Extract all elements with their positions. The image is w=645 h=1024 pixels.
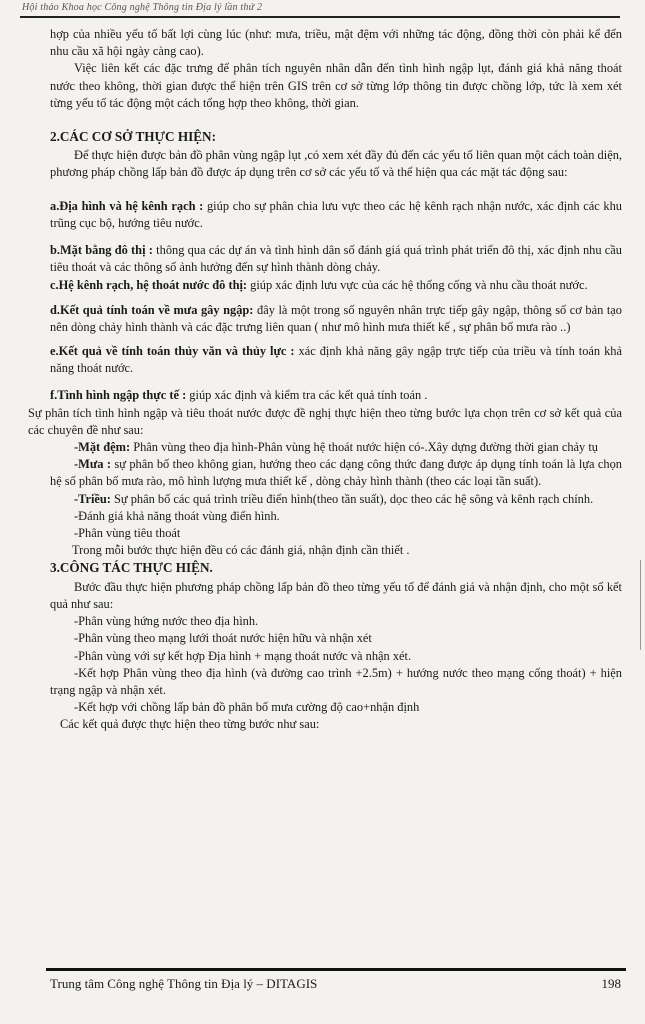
mat-dem-text: Phân vùng theo địa hình-Phân vùng hệ thoát nước hiện có-.Xây dựng đường thời gian chảy tụ [130,440,598,455]
body-text [28,26,623,734]
section-3-intro: Bước đầu thực hiện phương pháp chồng lấp bản đồ theo từng yếu tố để đánh giá và nhận định, cho một số kết quả như sau: [50,579,622,611]
item-f-label: f.Tình hình ngập thực tế : [50,388,187,403]
item-a [50,198,622,232]
item-b-text: thông qua các dự án và tình hình dân số đánh giá quá trình phát triển đô thị, xác định nhu cầu tiêu thoát và các thông số ảnh hưởng đến sự hình thành dòng chảy. [50,243,622,275]
header-rule [20,16,620,18]
section-3-heading: 3.CÔNG TÁC THỰC HIỆN. [50,560,213,576]
item-a-text: giúp cho sự phân chia lưu vực theo các hệ kênh rạch nhận nước, xác định các khu trũng cục bộ, hướng tiêu nước. [50,198,623,230]
section-2-intro: Để thực hiện được bản đồ phân vùng ngập lụt ,có xem xét đầy đủ đến các yếu tố liên quan một cách toàn diện, phương pháp chồng lấp bản đồ được áp dụng trên cơ sở các yếu tố và thể hiện qua các mặt tác động sau: [50,148,622,180]
section-2-heading: 2.CÁC CƠ SỞ THỰC HIỆN: [50,129,216,145]
s3-results-line: Các kết quả được thực hiện theo từng bước như sau: [60,717,320,732]
trong-moi-paragraph: Trong mỗi bước thực hiện đều có các đánh giá, nhận định cần thiết . [72,543,410,558]
phan-vung-tieu-item: -Phân vùng tiêu thoát [74,526,181,541]
trieu-label: -Triều: [74,491,111,506]
s3-item-2: -Phân vùng theo mạng lưới thoát nước hiện hữu và nhận xét [74,631,372,646]
item-c [50,277,622,294]
item-a-label: a.Địa hình và hệ kênh rạch : [50,198,204,213]
analysis-paragraph: Sự phân tích tình hình ngập và tiêu thoát nước được đề nghị thực hiện theo từng bước lựa chọn trên cơ sở kết quả của các chuyên đề như sau: [28,405,622,437]
s3-item-3: -Phân vùng với sự kết hợp Địa hình + mạng thoát nước và nhận xét. [74,648,412,663]
running-header: Hội thảo Khoa học Công nghệ Thông tin Địa lý lần thứ 2 [22,2,263,13]
mat-dem-label: -Mặt đệm: [74,440,131,455]
mua-item [50,456,622,490]
scan-edge-mark [640,560,641,650]
trieu-item [50,491,622,508]
item-e-text: xác định khả năng gây ngập trực tiếp của triều và tính toán khả năng thoát nước. [50,344,622,376]
item-e-label: e.Kết quả về tính toán thủy văn và thủy lực : [50,344,295,359]
item-c-text: giúp xác định lưu vực của các hệ thống cống và nhu cầu thoát nước. [247,278,588,293]
item-c-label: c.Hệ kênh rạch, hệ thoát nước đô thị: [50,278,248,293]
trieu-text: Sự phân bố các quá trình triều điển hình(theo tần suất), dọc theo các hệ sông và kênh rạch chính. [110,491,594,506]
item-d-text: đây là một trong số nguyên nhân trực tiếp gây ngập, thông số cơ bản tạo nên dòng chảy hình thành và các đặc trưng liên quan ( như mô hình mưa thiết kế , sự phân bố mưa rào ..) [50,302,622,334]
paragraph-intro-1: hợp của nhiều yếu tố bất lợi cùng lúc (như: mưa, triều, mật đệm với những tác động, đồng thời còn phải kể đến nhu cầu xã hội ngày càng cao). [50,27,622,59]
item-b-label: b.Mặt bằng đô thị : [50,243,153,258]
footer-organization: Trung tâm Công nghệ Thông tin Địa lý – DITAGIS [50,976,318,991]
s3-item-5: -Kết hợp với chồng lấp bản đồ phân bố mưa cường độ cao+nhận định [74,700,420,715]
mat-dem-item [50,439,622,456]
item-f [50,387,622,404]
item-d-label: d.Kết quả tính toán về mưa gây ngập: [50,302,254,317]
mua-text: sự phân bố theo không gian, hướng theo các dạng công thức đang được áp dụng tính toán là lựa chọn hệ số phân bố mưa rào, mô hình lượng mưa thiết kế , dòng chảy hình thành (theo các loại tần suất). [50,457,622,489]
item-d [50,302,622,336]
item-b [50,242,622,276]
footer-rule [46,968,626,971]
s3-item-1: -Phân vùng hứng nước theo địa hình. [74,614,259,629]
paragraph-intro-2: Việc liên kết các đặc trưng để phân tích nguyên nhân dẫn đến tình hình ngập lụt, đánh giá khả năng thoát nước theo không, thời gian được thể hiện trên GIS trên cơ sở từng lớp thông tin được chồng lớp, tức là xem xét từng yếu tố tác động một cách tổng hợp theo không, thời gian. [50,61,622,110]
item-e [50,343,622,377]
item-f-text: giúp xác định và kiểm tra các kết quả tính toán . [186,388,428,403]
page-number: 198 [601,976,621,991]
s3-item-4: -Kết hợp Phân vùng theo địa hình (và đường cao trình +2.5m) + hướng nước theo mạng cống thoát) + hiện trạng ngập và nhận xét. [50,665,622,697]
danh-gia-item: -Đánh giá khả năng thoát vùng điển hình. [74,508,280,523]
mua-label: -Mưa : [74,457,111,472]
